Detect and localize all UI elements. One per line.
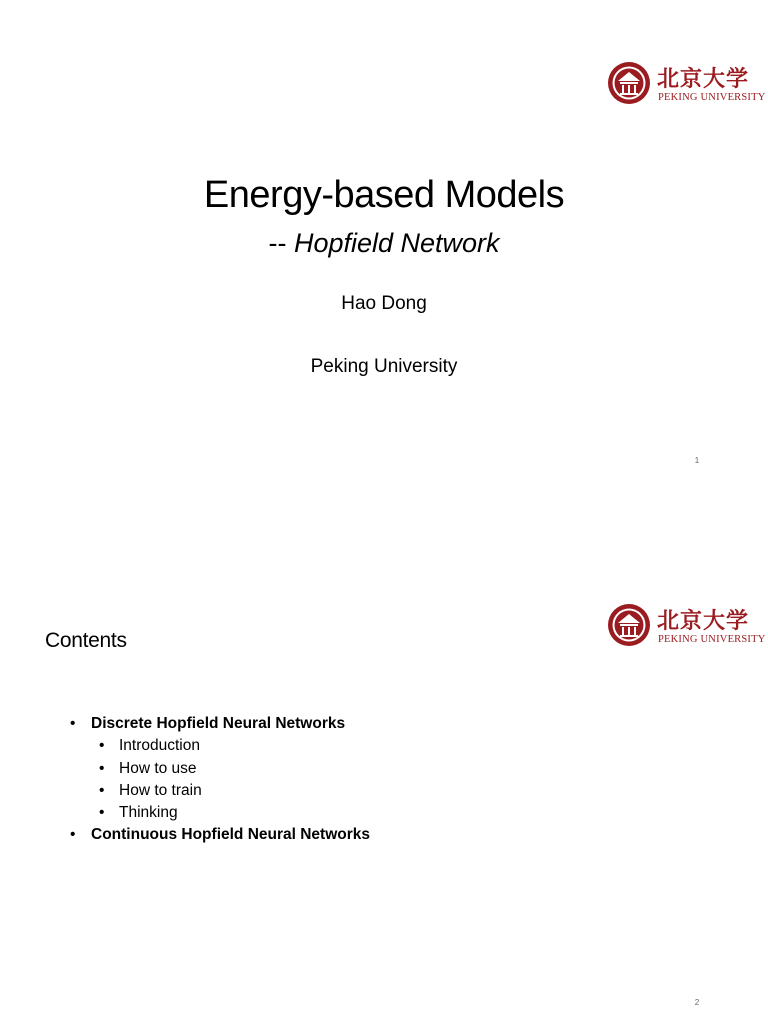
page-number: 2 — [694, 998, 700, 1007]
list-item-label: Continuous Hopfield Neural Networks — [91, 826, 371, 843]
logo-chinese-name: 北京大学 — [657, 608, 750, 634]
pku-seal-icon — [607, 603, 651, 647]
bullet-icon: • — [99, 737, 105, 754]
contents-slide — [0, 512, 768, 1024]
page-number: 1 — [694, 456, 700, 465]
affiliation: Peking University — [310, 356, 458, 377]
list-item-label: How to use — [119, 760, 197, 777]
slide-subtitle — [0, 228, 768, 259]
bullet-icon: • — [99, 804, 105, 821]
peking-university-logo — [607, 61, 766, 105]
bullet-icon: • — [99, 760, 105, 777]
subtitle-emphasis: Hopfield Network — [293, 228, 500, 258]
pku-seal-icon — [607, 61, 651, 105]
bullet-icon: • — [70, 826, 76, 843]
list-item-label: Thinking — [119, 804, 178, 821]
subtitle-prefix: -- — [268, 228, 287, 258]
peking-university-logo — [607, 603, 766, 647]
list-item-label: Discrete Hopfield Neural Networks — [91, 715, 346, 732]
slide-title: Energy-based Models — [203, 174, 565, 216]
logo-chinese-name: 北京大学 — [657, 66, 750, 92]
list-item-label: How to train — [119, 782, 202, 799]
logo-english-name: PEKING UNIVERSITY — [658, 634, 766, 645]
list-item-label: Introduction — [119, 737, 200, 754]
bullet-icon: • — [70, 715, 76, 732]
author-name: Hao Dong — [341, 293, 427, 314]
logo-english-name: PEKING UNIVERSITY — [658, 92, 766, 103]
bullet-icon: • — [99, 782, 105, 799]
contents-heading: Contents — [45, 629, 127, 652]
